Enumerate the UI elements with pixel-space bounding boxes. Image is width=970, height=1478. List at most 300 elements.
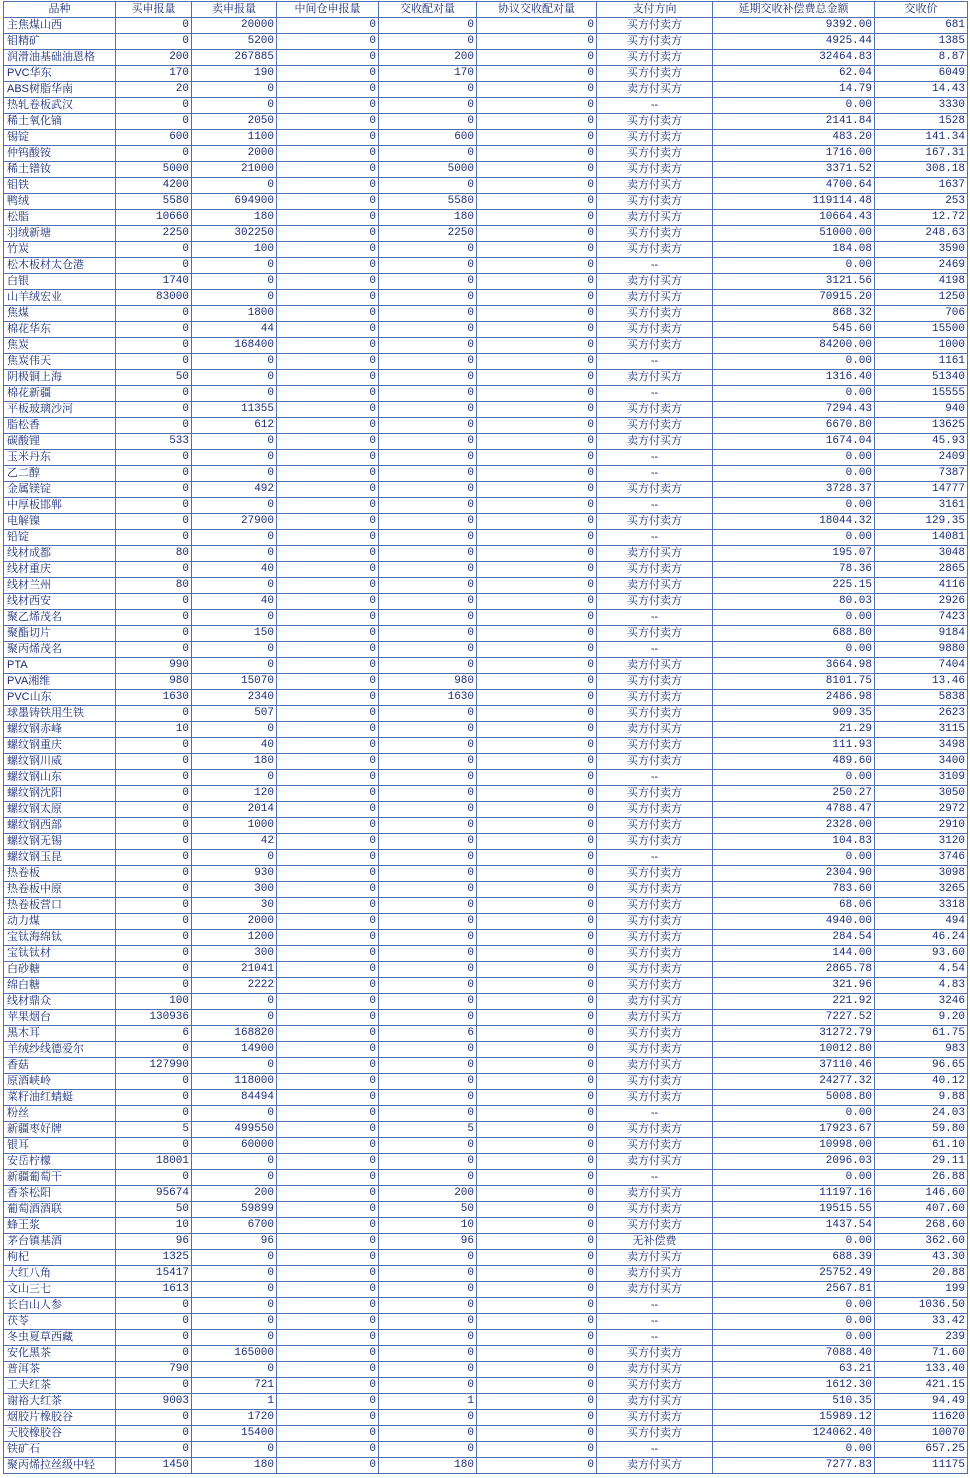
variety-cell: 乙二醇 [4, 466, 116, 482]
compensation-total-cell: 0.00 [713, 258, 875, 274]
matched-qty-cell: 0 [379, 1266, 477, 1282]
table-row [4, 114, 968, 130]
buy-qty-cell: 9003 [116, 1394, 192, 1410]
payment-direction-cell: 买方付卖方 [597, 882, 713, 898]
settlement-price-cell: 3400 [875, 754, 968, 770]
compensation-total-cell: 2304.90 [713, 866, 875, 882]
agreement-matched-qty-cell: 0 [477, 882, 597, 898]
buy-qty-cell: 0 [116, 914, 192, 930]
variety-cell: 黑木耳 [4, 1026, 116, 1042]
variety-cell: 聚丙烯茂名 [4, 642, 116, 658]
agreement-matched-qty-cell: 0 [477, 754, 597, 770]
compensation-total-cell: 221.92 [713, 994, 875, 1010]
agreement-matched-qty-cell: 0 [477, 1266, 597, 1282]
matched-qty-cell: 0 [379, 722, 477, 738]
table-row [4, 962, 968, 978]
sell-qty-cell: 40 [192, 562, 277, 578]
compensation-total-cell: 3728.37 [713, 482, 875, 498]
agreement-matched-qty-cell: 0 [477, 994, 597, 1010]
compensation-total-cell: 2567.81 [713, 1282, 875, 1298]
intermediate-qty-cell: 0 [277, 370, 379, 386]
buy-qty-cell: 0 [116, 258, 192, 274]
sell-qty-cell: 0 [192, 578, 277, 594]
table-row [4, 786, 968, 802]
compensation-total-cell: 0.00 [713, 610, 875, 626]
agreement-matched-qty-cell: 0 [477, 1314, 597, 1330]
agreement-matched-qty-cell: 0 [477, 1074, 597, 1090]
variety-cell: 螺纹钢玉昆 [4, 850, 116, 866]
buy-qty-cell: 0 [116, 338, 192, 354]
settlement-price-cell: 4198 [875, 274, 968, 290]
settlement-price-cell: 45.93 [875, 434, 968, 450]
settlement-price-cell: 10070 [875, 1426, 968, 1442]
compensation-total-cell: 0.00 [713, 1170, 875, 1186]
compensation-total-cell: 7088.40 [713, 1346, 875, 1362]
variety-cell: 谢裕大红茶 [4, 1394, 116, 1410]
intermediate-qty-cell: 0 [277, 962, 379, 978]
agreement-matched-qty-cell: 0 [477, 1154, 597, 1170]
compensation-total-cell: 144.00 [713, 946, 875, 962]
table-row [4, 1346, 968, 1362]
intermediate-qty-cell: 0 [277, 450, 379, 466]
compensation-total-cell: 24277.32 [713, 1074, 875, 1090]
table-row [4, 1314, 968, 1330]
sell-qty-cell: 165000 [192, 1346, 277, 1362]
sell-qty-cell: 0 [192, 642, 277, 658]
table-row [4, 498, 968, 514]
variety-cell: 绵白糖 [4, 978, 116, 994]
sell-qty-cell: 1000 [192, 818, 277, 834]
table-row [4, 1154, 968, 1170]
table-row [4, 802, 968, 818]
compensation-total-cell: 868.32 [713, 306, 875, 322]
buy-qty-cell: 0 [116, 1138, 192, 1154]
table-row [4, 1394, 968, 1410]
buy-qty-cell: 6 [116, 1026, 192, 1042]
settlement-price-cell: 940 [875, 402, 968, 418]
intermediate-qty-cell: 0 [277, 898, 379, 914]
agreement-matched-qty-cell: 0 [477, 370, 597, 386]
compensation-total-cell: 0.00 [713, 498, 875, 514]
sell-qty-cell: 0 [192, 850, 277, 866]
agreement-matched-qty-cell: 0 [477, 354, 597, 370]
agreement-matched-qty-cell: 0 [477, 1026, 597, 1042]
sell-qty-cell: 0 [192, 1058, 277, 1074]
table-row [4, 1266, 968, 1282]
settlement-price-cell: 8.87 [875, 50, 968, 66]
variety-cell: 电解镍 [4, 514, 116, 530]
table-row [4, 274, 968, 290]
payment-direction-cell: 卖方付买方 [597, 1010, 713, 1026]
buy-qty-cell: 0 [116, 1314, 192, 1330]
buy-qty-cell: 0 [116, 882, 192, 898]
table-row [4, 1170, 968, 1186]
table-row [4, 1090, 968, 1106]
variety-cell: 白砂糖 [4, 962, 116, 978]
matched-qty-cell: 600 [379, 130, 477, 146]
variety-cell: 聚乙烯茂名 [4, 610, 116, 626]
buy-qty-cell: 0 [116, 738, 192, 754]
table-row [4, 1442, 968, 1458]
sell-qty-cell: 0 [192, 274, 277, 290]
matched-qty-cell: 0 [379, 242, 477, 258]
compensation-total-cell: 0.00 [713, 1314, 875, 1330]
intermediate-qty-cell: 0 [277, 1058, 379, 1074]
matched-qty-cell: 0 [379, 754, 477, 770]
compensation-total-cell: 68.06 [713, 898, 875, 914]
header-matched-qty: 交收配对量 [379, 2, 477, 18]
settlement-price-cell: 7423 [875, 610, 968, 626]
agreement-matched-qty-cell: 0 [477, 738, 597, 754]
agreement-matched-qty-cell: 0 [477, 690, 597, 706]
matched-qty-cell: 0 [379, 18, 477, 34]
table-row [4, 690, 968, 706]
variety-cell: 鸭绒 [4, 194, 116, 210]
sell-qty-cell: 499550 [192, 1122, 277, 1138]
matched-qty-cell: 0 [379, 802, 477, 818]
table-row [4, 370, 968, 386]
buy-qty-cell: 0 [116, 866, 192, 882]
payment-direction-cell: 买方付卖方 [597, 1378, 713, 1394]
matched-qty-cell: 0 [379, 466, 477, 482]
table-row [4, 674, 968, 690]
table-row [4, 818, 968, 834]
payment-direction-cell: 买方付卖方 [597, 706, 713, 722]
payment-direction-cell: 买方付卖方 [597, 674, 713, 690]
variety-cell: 大红八角 [4, 1266, 116, 1282]
payment-direction-cell: -- [597, 498, 713, 514]
compensation-total-cell: 489.60 [713, 754, 875, 770]
sell-qty-cell: 0 [192, 546, 277, 562]
matched-qty-cell: 0 [379, 546, 477, 562]
sell-qty-cell: 0 [192, 290, 277, 306]
table-row [4, 226, 968, 242]
intermediate-qty-cell: 0 [277, 98, 379, 114]
payment-direction-cell: 买方付卖方 [597, 946, 713, 962]
settlement-price-cell: 2469 [875, 258, 968, 274]
buy-qty-cell: 0 [116, 802, 192, 818]
matched-qty-cell: 0 [379, 1154, 477, 1170]
agreement-matched-qty-cell: 0 [477, 610, 597, 626]
buy-qty-cell: 0 [116, 1170, 192, 1186]
matched-qty-cell: 0 [379, 1442, 477, 1458]
matched-qty-cell: 96 [379, 1234, 477, 1250]
settlement-price-cell: 2409 [875, 450, 968, 466]
payment-direction-cell: 买方付卖方 [597, 34, 713, 50]
table-row [4, 130, 968, 146]
intermediate-qty-cell: 0 [277, 1394, 379, 1410]
sell-qty-cell: 180 [192, 754, 277, 770]
matched-qty-cell: 0 [379, 786, 477, 802]
settlement-price-cell: 494 [875, 914, 968, 930]
intermediate-qty-cell: 0 [277, 1330, 379, 1346]
compensation-total-cell: 15989.12 [713, 1410, 875, 1426]
table-row [4, 18, 968, 34]
payment-direction-cell: 卖方付买方 [597, 578, 713, 594]
settlement-price-cell: 3265 [875, 882, 968, 898]
settlement-price-cell: 9.88 [875, 1090, 968, 1106]
variety-cell: 仲钨酸铵 [4, 146, 116, 162]
sell-qty-cell: 300 [192, 946, 277, 962]
table-row [4, 1378, 968, 1394]
intermediate-qty-cell: 0 [277, 258, 379, 274]
buy-qty-cell: 0 [116, 530, 192, 546]
matched-qty-cell: 0 [379, 1090, 477, 1106]
variety-cell: PVC华东 [4, 66, 116, 82]
compensation-total-cell: 18044.32 [713, 514, 875, 530]
intermediate-qty-cell: 0 [277, 1314, 379, 1330]
buy-qty-cell: 5000 [116, 162, 192, 178]
variety-cell: 山羊绒宏业 [4, 290, 116, 306]
intermediate-qty-cell: 0 [277, 194, 379, 210]
table-row [4, 194, 968, 210]
sell-qty-cell: 150 [192, 626, 277, 642]
intermediate-qty-cell: 0 [277, 674, 379, 690]
compensation-total-cell: 321.96 [713, 978, 875, 994]
matched-qty-cell: 0 [379, 818, 477, 834]
agreement-matched-qty-cell: 0 [477, 1042, 597, 1058]
compensation-total-cell: 10664.43 [713, 210, 875, 226]
compensation-total-cell: 4700.64 [713, 178, 875, 194]
table-row [4, 1186, 968, 1202]
table-row [4, 834, 968, 850]
buy-qty-cell: 10660 [116, 210, 192, 226]
sell-qty-cell: 507 [192, 706, 277, 722]
buy-qty-cell: 0 [116, 898, 192, 914]
payment-direction-cell: 买方付卖方 [597, 754, 713, 770]
payment-direction-cell: 买方付卖方 [597, 1026, 713, 1042]
variety-cell: 热卷板 [4, 866, 116, 882]
matched-qty-cell: 0 [379, 34, 477, 50]
variety-cell: 松脂 [4, 210, 116, 226]
payment-direction-cell: 卖方付买方 [597, 658, 713, 674]
matched-qty-cell: 0 [379, 418, 477, 434]
buy-qty-cell: 0 [116, 642, 192, 658]
variety-cell: 聚丙烯拉丝级中轻 [4, 1458, 116, 1474]
buy-qty-cell: 0 [116, 978, 192, 994]
table-row [4, 626, 968, 642]
agreement-matched-qty-cell: 0 [477, 1010, 597, 1026]
buy-qty-cell: 0 [116, 498, 192, 514]
intermediate-qty-cell: 0 [277, 290, 379, 306]
matched-qty-cell: 0 [379, 1138, 477, 1154]
settlement-price-cell: 59.80 [875, 1122, 968, 1138]
matched-qty-cell: 1 [379, 1394, 477, 1410]
matched-qty-cell: 170 [379, 66, 477, 82]
buy-qty-cell: 0 [116, 306, 192, 322]
compensation-total-cell: 111.93 [713, 738, 875, 754]
sell-qty-cell: 492 [192, 482, 277, 498]
buy-qty-cell: 2250 [116, 226, 192, 242]
matched-qty-cell: 0 [379, 914, 477, 930]
sell-qty-cell: 118000 [192, 1074, 277, 1090]
intermediate-qty-cell: 0 [277, 1218, 379, 1234]
agreement-matched-qty-cell: 0 [477, 274, 597, 290]
table-row [4, 354, 968, 370]
sell-qty-cell: 0 [192, 434, 277, 450]
sell-qty-cell: 84494 [192, 1090, 277, 1106]
matched-qty-cell: 0 [379, 1298, 477, 1314]
sell-qty-cell: 1200 [192, 930, 277, 946]
variety-cell: 热卷板中原 [4, 882, 116, 898]
variety-cell: 阴极铜上海 [4, 370, 116, 386]
agreement-matched-qty-cell: 0 [477, 930, 597, 946]
sell-qty-cell: 21000 [192, 162, 277, 178]
intermediate-qty-cell: 0 [277, 178, 379, 194]
compensation-total-cell: 7294.43 [713, 402, 875, 418]
agreement-matched-qty-cell: 0 [477, 242, 597, 258]
agreement-matched-qty-cell: 0 [477, 722, 597, 738]
buy-qty-cell: 0 [116, 1378, 192, 1394]
buy-qty-cell: 100 [116, 994, 192, 1010]
intermediate-qty-cell: 0 [277, 514, 379, 530]
compensation-total-cell: 0.00 [713, 1330, 875, 1346]
agreement-matched-qty-cell: 0 [477, 1202, 597, 1218]
sell-qty-cell: 0 [192, 178, 277, 194]
buy-qty-cell: 600 [116, 130, 192, 146]
settlement-price-cell: 61.10 [875, 1138, 968, 1154]
intermediate-qty-cell: 0 [277, 882, 379, 898]
matched-qty-cell: 0 [379, 290, 477, 306]
variety-cell: 线材兰州 [4, 578, 116, 594]
matched-qty-cell: 0 [379, 402, 477, 418]
agreement-matched-qty-cell: 0 [477, 466, 597, 482]
payment-direction-cell: 买方付卖方 [597, 834, 713, 850]
payment-direction-cell: -- [597, 354, 713, 370]
matched-qty-cell: 0 [379, 146, 477, 162]
agreement-matched-qty-cell: 0 [477, 1138, 597, 1154]
matched-qty-cell: 0 [379, 562, 477, 578]
buy-qty-cell: 0 [116, 626, 192, 642]
matched-qty-cell: 0 [379, 1058, 477, 1074]
sell-qty-cell: 0 [192, 498, 277, 514]
buy-qty-cell: 20 [116, 82, 192, 98]
agreement-matched-qty-cell: 0 [477, 802, 597, 818]
intermediate-qty-cell: 0 [277, 242, 379, 258]
header-compensation-total: 延期交收补偿费总金额 [713, 2, 875, 18]
payment-direction-cell: 买方付卖方 [597, 594, 713, 610]
variety-cell: 螺纹钢重庆 [4, 738, 116, 754]
sell-qty-cell: 0 [192, 658, 277, 674]
table-row [4, 1138, 968, 1154]
compensation-total-cell: 184.08 [713, 242, 875, 258]
table-row [4, 34, 968, 50]
compensation-total-cell: 3371.52 [713, 162, 875, 178]
payment-direction-cell: 买方付卖方 [597, 786, 713, 802]
matched-qty-cell: 0 [379, 98, 477, 114]
intermediate-qty-cell: 0 [277, 130, 379, 146]
payment-direction-cell: -- [597, 642, 713, 658]
sell-qty-cell: 0 [192, 386, 277, 402]
matched-qty-cell: 0 [379, 658, 477, 674]
variety-cell: 线材成都 [4, 546, 116, 562]
matched-qty-cell: 180 [379, 1458, 477, 1474]
settlement-price-cell: 1637 [875, 178, 968, 194]
settlement-price-cell: 4.54 [875, 962, 968, 978]
buy-qty-cell: 80 [116, 546, 192, 562]
settlement-price-cell: 5838 [875, 690, 968, 706]
matched-qty-cell: 0 [379, 1074, 477, 1090]
table-row [4, 322, 968, 338]
agreement-matched-qty-cell: 0 [477, 978, 597, 994]
table-row [4, 82, 968, 98]
buy-qty-cell: 0 [116, 1442, 192, 1458]
settlement-price-cell: 3161 [875, 498, 968, 514]
payment-direction-cell: 买方付卖方 [597, 1410, 713, 1426]
agreement-matched-qty-cell: 0 [477, 258, 597, 274]
sell-qty-cell: 0 [192, 994, 277, 1010]
matched-qty-cell: 0 [379, 898, 477, 914]
sell-qty-cell: 0 [192, 530, 277, 546]
settlement-price-cell: 1000 [875, 338, 968, 354]
agreement-matched-qty-cell: 0 [477, 818, 597, 834]
matched-qty-cell: 0 [379, 594, 477, 610]
buy-qty-cell: 0 [116, 1042, 192, 1058]
table-row [4, 994, 968, 1010]
intermediate-qty-cell: 0 [277, 146, 379, 162]
compensation-total-cell: 63.21 [713, 1362, 875, 1378]
matched-qty-cell: 0 [379, 1282, 477, 1298]
sell-qty-cell: 300 [192, 882, 277, 898]
sell-qty-cell: 0 [192, 1010, 277, 1026]
compensation-total-cell: 10998.00 [713, 1138, 875, 1154]
settlement-price-cell: 7387 [875, 466, 968, 482]
compensation-total-cell: 51000.00 [713, 226, 875, 242]
compensation-total-cell: 9392.00 [713, 18, 875, 34]
agreement-matched-qty-cell: 0 [477, 578, 597, 594]
compensation-total-cell: 0.00 [713, 450, 875, 466]
settlement-price-cell: 71.60 [875, 1346, 968, 1362]
payment-direction-cell: 买方付卖方 [597, 338, 713, 354]
variety-cell: 螺纹钢无锡 [4, 834, 116, 850]
sell-qty-cell: 60000 [192, 1138, 277, 1154]
buy-qty-cell: 0 [116, 354, 192, 370]
table-row [4, 482, 968, 498]
sell-qty-cell: 0 [192, 1106, 277, 1122]
matched-qty-cell: 0 [379, 738, 477, 754]
settlement-price-cell: 7404 [875, 658, 968, 674]
variety-cell: 动力煤 [4, 914, 116, 930]
matched-qty-cell: 0 [379, 1106, 477, 1122]
matched-qty-cell: 0 [379, 866, 477, 882]
intermediate-qty-cell: 0 [277, 162, 379, 178]
buy-qty-cell: 130936 [116, 1010, 192, 1026]
sell-qty-cell: 0 [192, 770, 277, 786]
buy-qty-cell: 1325 [116, 1250, 192, 1266]
compensation-total-cell: 104.83 [713, 834, 875, 850]
payment-direction-cell: 买方付卖方 [597, 802, 713, 818]
matched-qty-cell: 5000 [379, 162, 477, 178]
payment-direction-cell: 卖方付买方 [597, 546, 713, 562]
buy-qty-cell: 0 [116, 594, 192, 610]
compensation-total-cell: 4788.47 [713, 802, 875, 818]
matched-qty-cell: 0 [379, 274, 477, 290]
intermediate-qty-cell: 0 [277, 610, 379, 626]
matched-qty-cell: 0 [379, 370, 477, 386]
compensation-total-cell: 119114.48 [713, 194, 875, 210]
sell-qty-cell: 27900 [192, 514, 277, 530]
variety-cell: 螺纹钢川威 [4, 754, 116, 770]
matched-qty-cell: 0 [379, 1010, 477, 1026]
buy-qty-cell: 80 [116, 578, 192, 594]
intermediate-qty-cell: 0 [277, 1026, 379, 1042]
buy-qty-cell: 15417 [116, 1266, 192, 1282]
payment-direction-cell: -- [597, 1330, 713, 1346]
payment-direction-cell: 买方付卖方 [597, 50, 713, 66]
payment-direction-cell: -- [597, 1106, 713, 1122]
agreement-matched-qty-cell: 0 [477, 1122, 597, 1138]
matched-qty-cell: 0 [379, 482, 477, 498]
